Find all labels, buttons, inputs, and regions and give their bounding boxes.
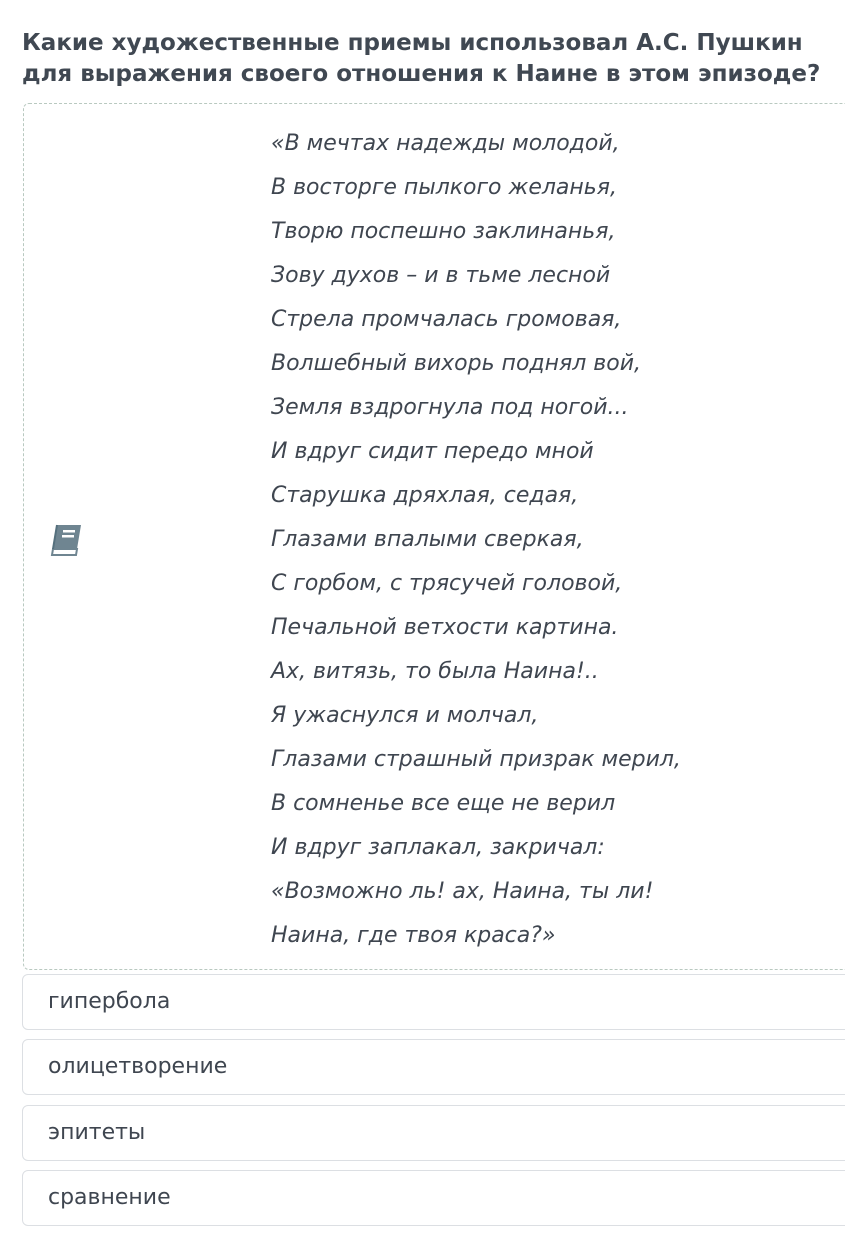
poem-line: Земля вздрогнула под ногой... [271, 395, 629, 420]
answer-option-comparison[interactable] [22, 1170, 845, 1226]
poem-line: Волшебный вихорь поднял вой, [271, 351, 642, 376]
poem-line: Зову духов – и в тьме лесной [271, 263, 611, 288]
poem-line: Творю поспешно заклинанья, [271, 219, 616, 244]
poem-line: Старушка дряхлая, седая, [271, 483, 579, 508]
poem-line: В восторге пылкого желанья, [271, 175, 617, 200]
poem-passage [23, 103, 845, 970]
poem-line: «Возможно ль! ах, Наина, ты ли! [271, 879, 654, 904]
poem-line: Глазами впалыми сверкая, [271, 527, 584, 552]
poem-line: Наина, где твоя краса?» [271, 923, 556, 948]
answer-option-label: гипербола [48, 989, 171, 1014]
poem-line: Печальной ветхости картина. [271, 615, 619, 640]
poem-line: Ах, витязь, то была Наина!.. [271, 659, 599, 684]
poem-line: И вдруг сидит передо мной [271, 439, 594, 464]
poem-line: «В мечтах надежды молодой, [271, 131, 620, 156]
answer-option-epithets[interactable] [22, 1105, 845, 1161]
answer-option-hyperbole[interactable] [22, 974, 845, 1030]
poem-line: В сомненье все еще не верил [271, 791, 616, 816]
poem-line: Глазами страшный призрак мерил, [271, 747, 681, 772]
answer-option-label: эпитеты [48, 1120, 146, 1145]
answer-option-label: сравнение [48, 1185, 171, 1210]
book-icon [49, 524, 83, 556]
poem-line: С горбом, с трясучей головой, [271, 571, 623, 596]
poem-line: Я ужаснулся и молчал, [271, 703, 539, 728]
poem-line: Стрела промчалась громовая, [271, 307, 622, 332]
answer-option-personification[interactable] [22, 1039, 845, 1095]
question-title: Какие художественные приемы использовал А.С. Пушкин для выражения своего отношения к Наине в этом эпизоде? [22, 30, 821, 87]
poem-lines [271, 124, 681, 960]
poem-line: И вдруг заплакал, закричал: [271, 835, 605, 860]
answer-option-label: олицетворение [48, 1054, 228, 1079]
